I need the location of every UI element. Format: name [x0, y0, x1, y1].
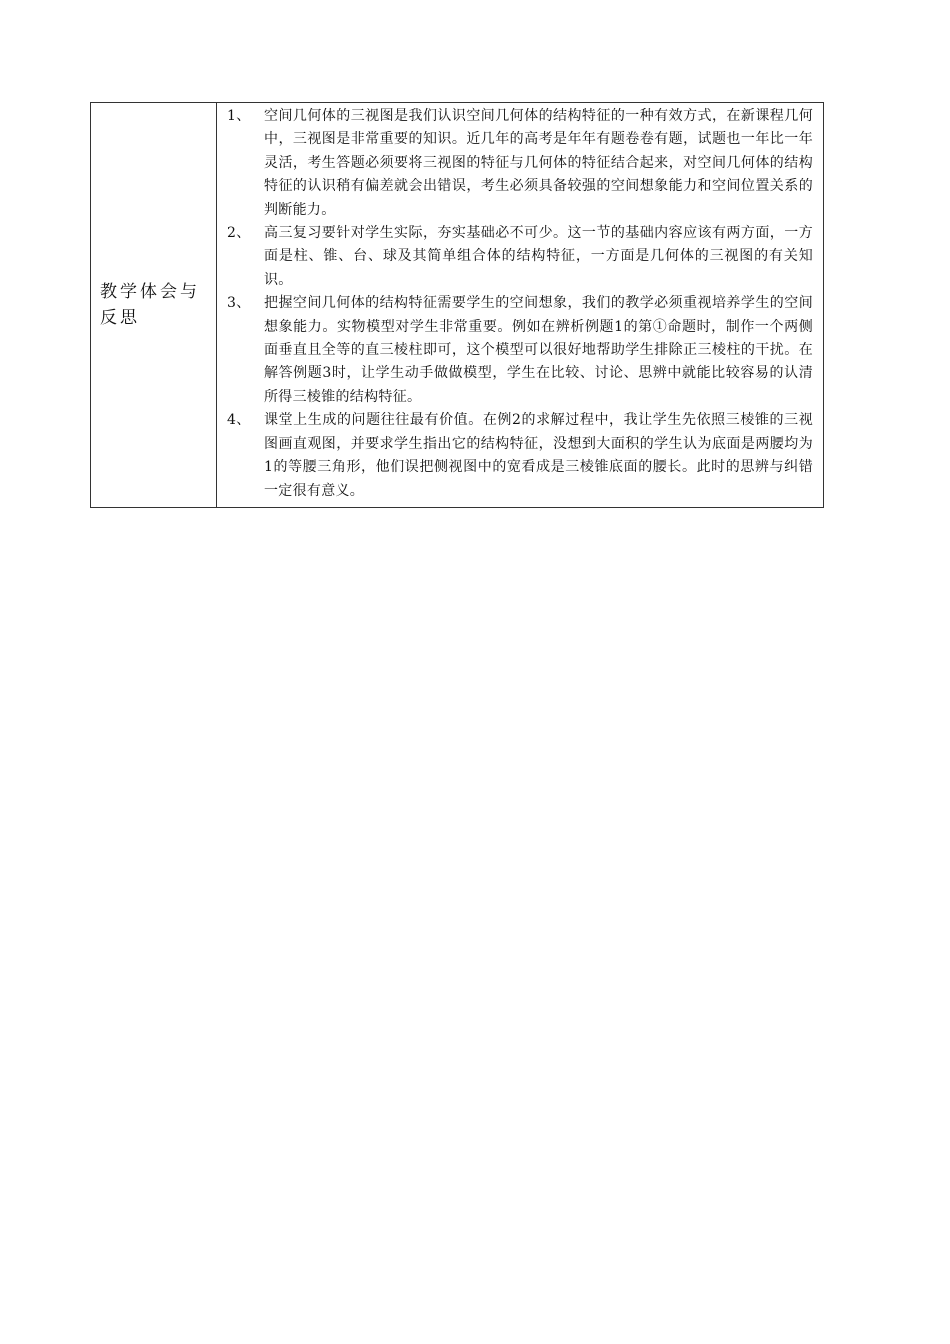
content-cell: [217, 103, 824, 508]
list-item: [227, 292, 813, 409]
list-item: [227, 222, 813, 292]
item-number: 1、: [227, 108, 251, 124]
label-cell: [91, 103, 217, 508]
table-row: [91, 103, 824, 508]
row-label: 教学体会与反思: [100, 281, 200, 328]
item-text: 把握空间几何体的结构特征需要学生的空间想象，我们的教学必须重视培养学生的空间想象能力。实物模型对学生非常重要。例如在辨析例题1的第①命题时，制作一个两侧面垂直且全等的直三棱柱即可，这个模型可以很好地帮助学生排除正三棱柱的干扰。在解答例题3时，让学生动手做做模型，学生在比较、讨论、思辨中就能比较容易的认清所得三棱锥的结构特征。: [264, 295, 813, 405]
item-number: 3、: [227, 295, 251, 312]
item-number: 2、: [227, 225, 251, 242]
item-number: 4、: [227, 412, 251, 429]
list-item: [227, 409, 813, 503]
list-item: [227, 105, 813, 222]
reflection-list: [227, 105, 813, 503]
item-text: 空间几何体的三视图是我们认识空间几何体的结构特征的一种有效方式，在新课程几何中，三视图是非常重要的知识。近几年的高考是年年有题卷卷有题，试题也一年比一年灵活，考生答题必须要将三视图的特征与几何体的特征结合起来，对空间几何体的结构特征的认识稍有偏差就会出错误，考生必须具备较强的空间想象能力和空间位置关系的判断能力。: [264, 108, 813, 218]
reflection-table: [90, 102, 824, 508]
item-text: 高三复习要针对学生实际，夯实基础必不可少。这一节的基础内容应该有两方面，一方面是柱、锥、台、球及其简单组合体的结构特征，一方面是几何体的三视图的有关知识。: [264, 225, 813, 288]
item-text: 课堂上生成的问题往往最有价值。在例2的求解过程中，我让学生先依照三棱锥的三视图画直观图，并要求学生指出它的结构特征，没想到大面积的学生认为底面是两腰均为1的等腰三角形，他们误把侧视图中的宽看成是三棱锥底面的腰长。此时的思辨与纠错一定很有意义。: [264, 412, 813, 499]
